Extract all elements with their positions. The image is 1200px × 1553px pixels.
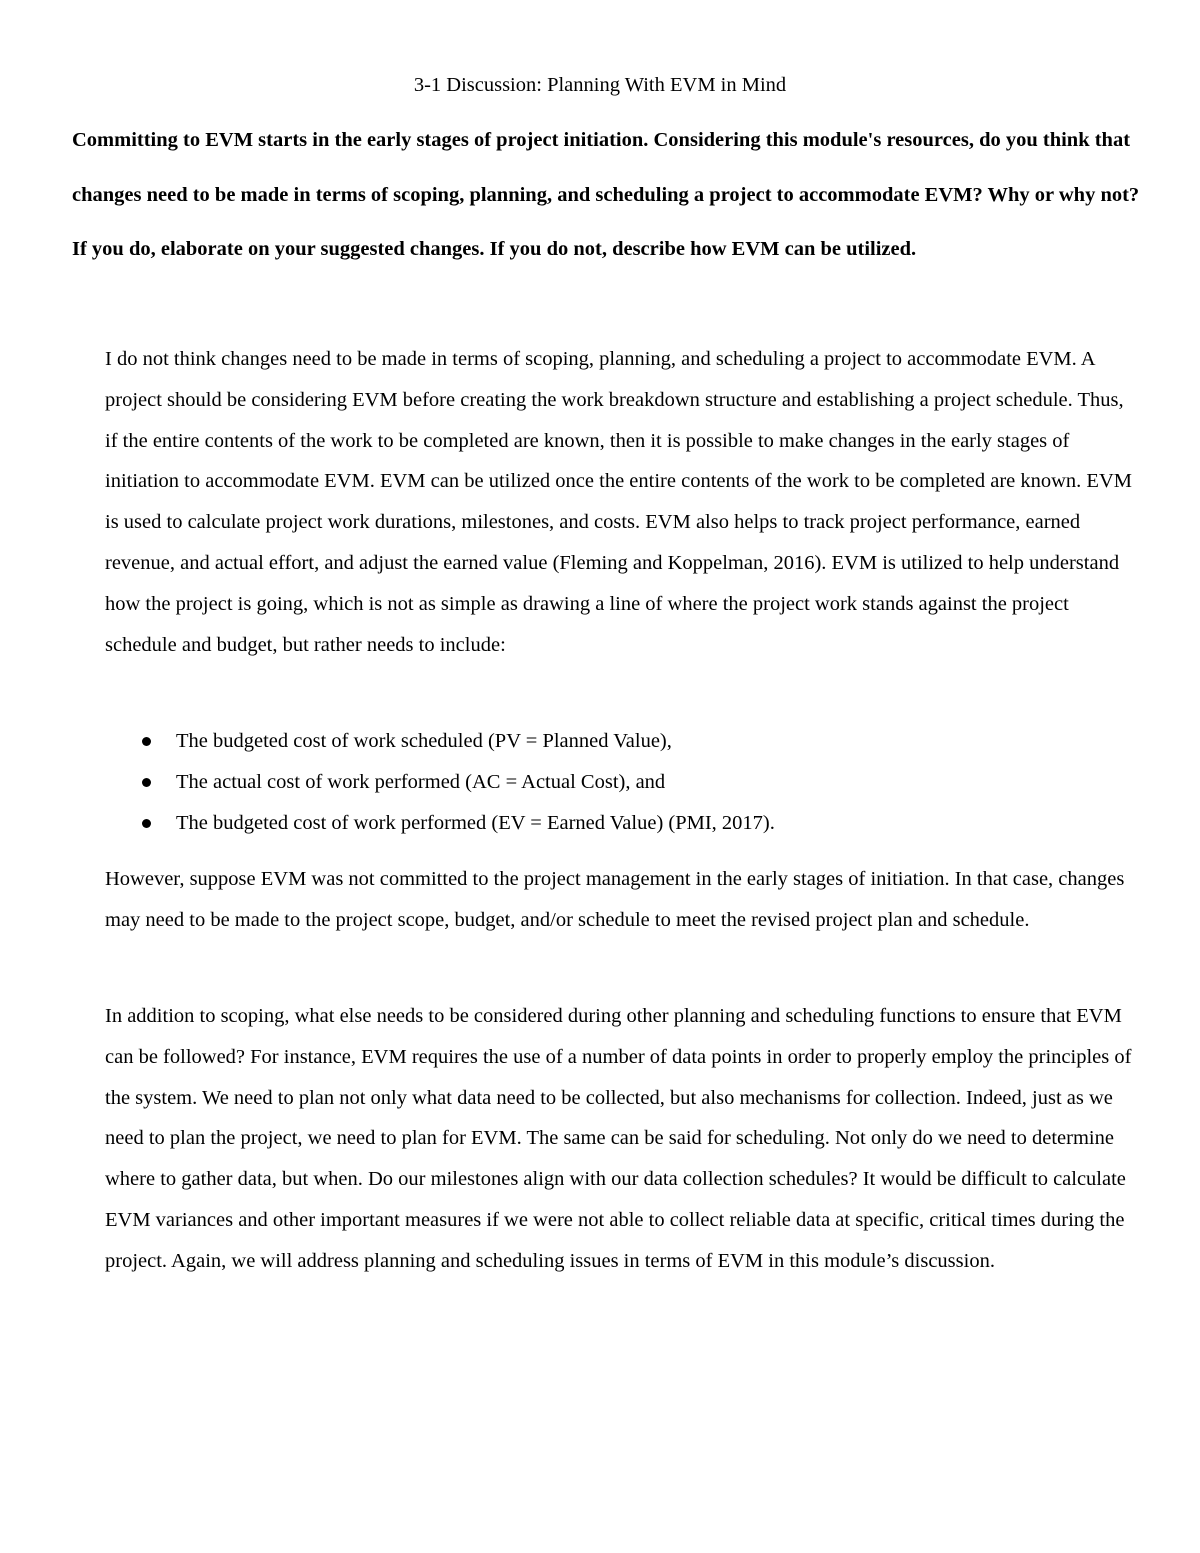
discussion-prompt: Committing to EVM starts in the early stages of project initiation. Considering this module's resources, do you think that changes need to be made in terms of scoping, planning, and scheduling a project to accommodate EVM? Why or why not? If you do, elaborate on your suggested changes. If you do not, describe how EVM can be utilized. [72, 129, 1140, 260]
response-paragraph-1: I do not think changes need to be made in terms of scoping, planning, and scheduling a project to accommodate EVM. A project should be considering EVM before creating the work breakdown structure and establishing a project schedule. Thus, if the entire contents of the work to be completed are known, then it is possible to make changes in the early stages of initiation to accommodate EVM. EVM can be utilized once the entire contents of the work to be completed are known. EVM is used to calculate project work durations, milestones, and costs. EVM also helps to track project performance, earned revenue, and actual effort, and adjust the earned value (Fleming and Koppelman, 2016). EVM is utilized to help understand how the project is going, which is not as simple as drawing a line of where the project work stands against the project schedule and budget, but rather needs to include: [105, 348, 1132, 656]
list-item-text: The budgeted cost of work scheduled (PV = Planned Value), [176, 730, 672, 752]
list-item-text: The budgeted cost of work performed (EV = Earned Value) (PMI, 2017). [176, 811, 775, 834]
list-item-text: The actual cost of work performed (AC = Actual Cost), and [176, 770, 666, 793]
bullet-icon [142, 778, 151, 787]
list-item [105, 721, 1140, 762]
list-item [105, 762, 1140, 803]
bullet-icon [142, 737, 151, 746]
bullet-icon [142, 819, 151, 828]
response-paragraph-3: In addition to scoping, what else needs to be considered during other planning and scheduling functions to ensure that EVM can be followed? For instance, EVM requires the use of a number of data points in order to properly employ the principles of the system. We need to plan not only what data need to be collected, but also mechanisms for collection. Indeed, just as we need to plan the project, we need to plan for EVM. The same can be said for scheduling. Not only do we need to determine where to gather data, but when. Do our milestones align with our data collection schedules? It would be difficult to calculate EVM variances and other important measures if we were not able to collect reliable data at specific, critical times during the project. Again, we will address planning and scheduling issues in terms of EVM in this module’s discussion. [105, 1005, 1132, 1272]
evm-components-list [105, 721, 1140, 843]
response-paragraph-2: However, suppose EVM was not committed to the project management in the early stages of initiation. In that case, changes may need to be made to the project scope, budget, and/or schedule to meet the revised project plan and schedule. [105, 868, 1125, 931]
document-title: 3-1 Discussion: Planning With EVM in Mind [413, 74, 787, 96]
list-item [105, 803, 1140, 844]
